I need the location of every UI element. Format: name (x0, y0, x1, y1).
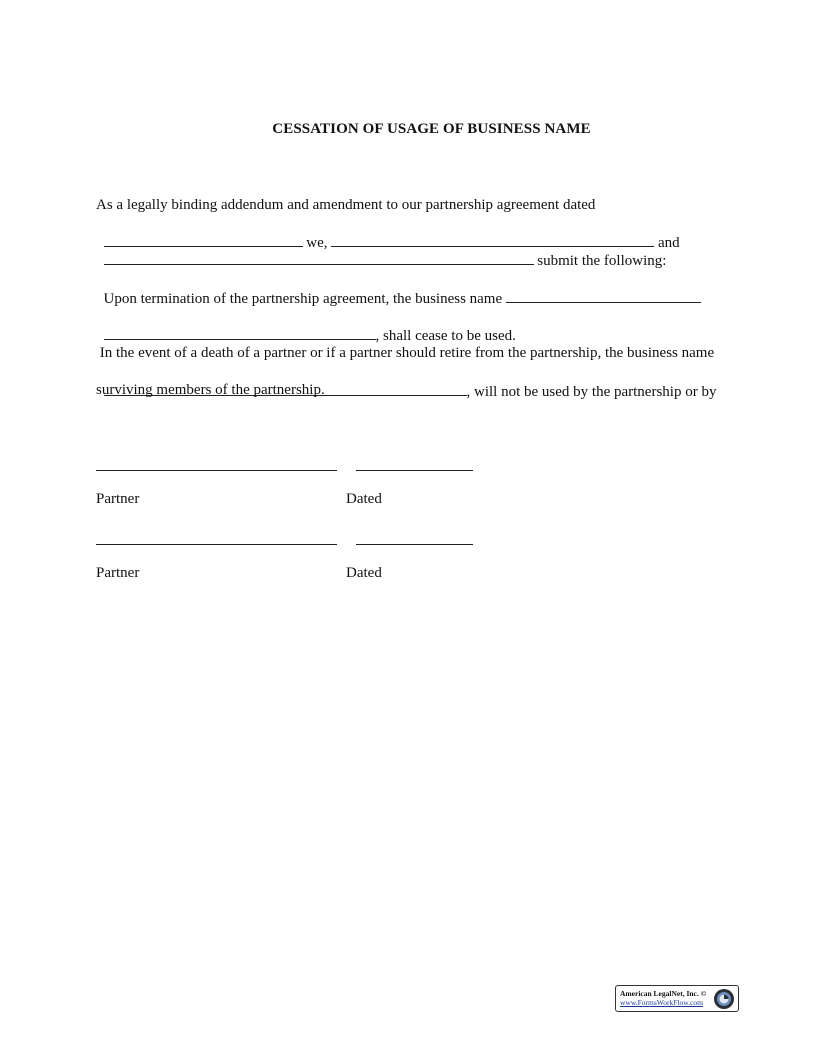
submit-text: submit the following: (533, 253, 667, 269)
termination-line (96, 270, 701, 309)
publisher-badge[interactable] (615, 985, 739, 1012)
publisher-url-link[interactable]: www.FormsWorkFlow.com (620, 998, 704, 1007)
and-text: and (654, 235, 680, 251)
business-name-field-1[interactable] (506, 289, 701, 303)
we-text: we, (302, 235, 332, 251)
dated-line-2[interactable] (356, 544, 473, 545)
partner-signature-line-1[interactable] (96, 470, 337, 471)
page-title: CESSATION OF USAGE OF BUSINESS NAME (272, 121, 591, 137)
partner-label-1: Partner (96, 491, 140, 507)
death-retire-line-1: In the event of a death of a partner or if a partner should retire from the partnership, the business name (96, 345, 715, 361)
business-name-field-1-cont[interactable] (104, 326, 376, 340)
partner-label-2: Partner (96, 565, 140, 581)
alnet-logo-icon (713, 988, 735, 1010)
intro-line-1: As a legally binding addendum and amendment to our partnership agreement dated (96, 197, 596, 213)
cease-text: , shall cease to be used. (375, 328, 516, 344)
termination-text: Upon termination of the partnership agreement, the business name (103, 291, 506, 307)
cease-line (96, 307, 516, 346)
dated-label-1: Dated (346, 491, 382, 507)
partner-signature-line-2[interactable] (96, 544, 337, 545)
dated-line-1[interactable] (356, 470, 473, 471)
death-retire-line-3: surviving members of the partnership. (96, 382, 325, 398)
not-used-text: , will not be used by the partnership or by (466, 384, 717, 400)
publisher-company: American LegalNet, Inc. © (620, 989, 707, 998)
intro-line-3 (96, 232, 666, 271)
dated-label-2: Dated (346, 565, 382, 581)
partner-name-field-2[interactable] (104, 251, 534, 265)
